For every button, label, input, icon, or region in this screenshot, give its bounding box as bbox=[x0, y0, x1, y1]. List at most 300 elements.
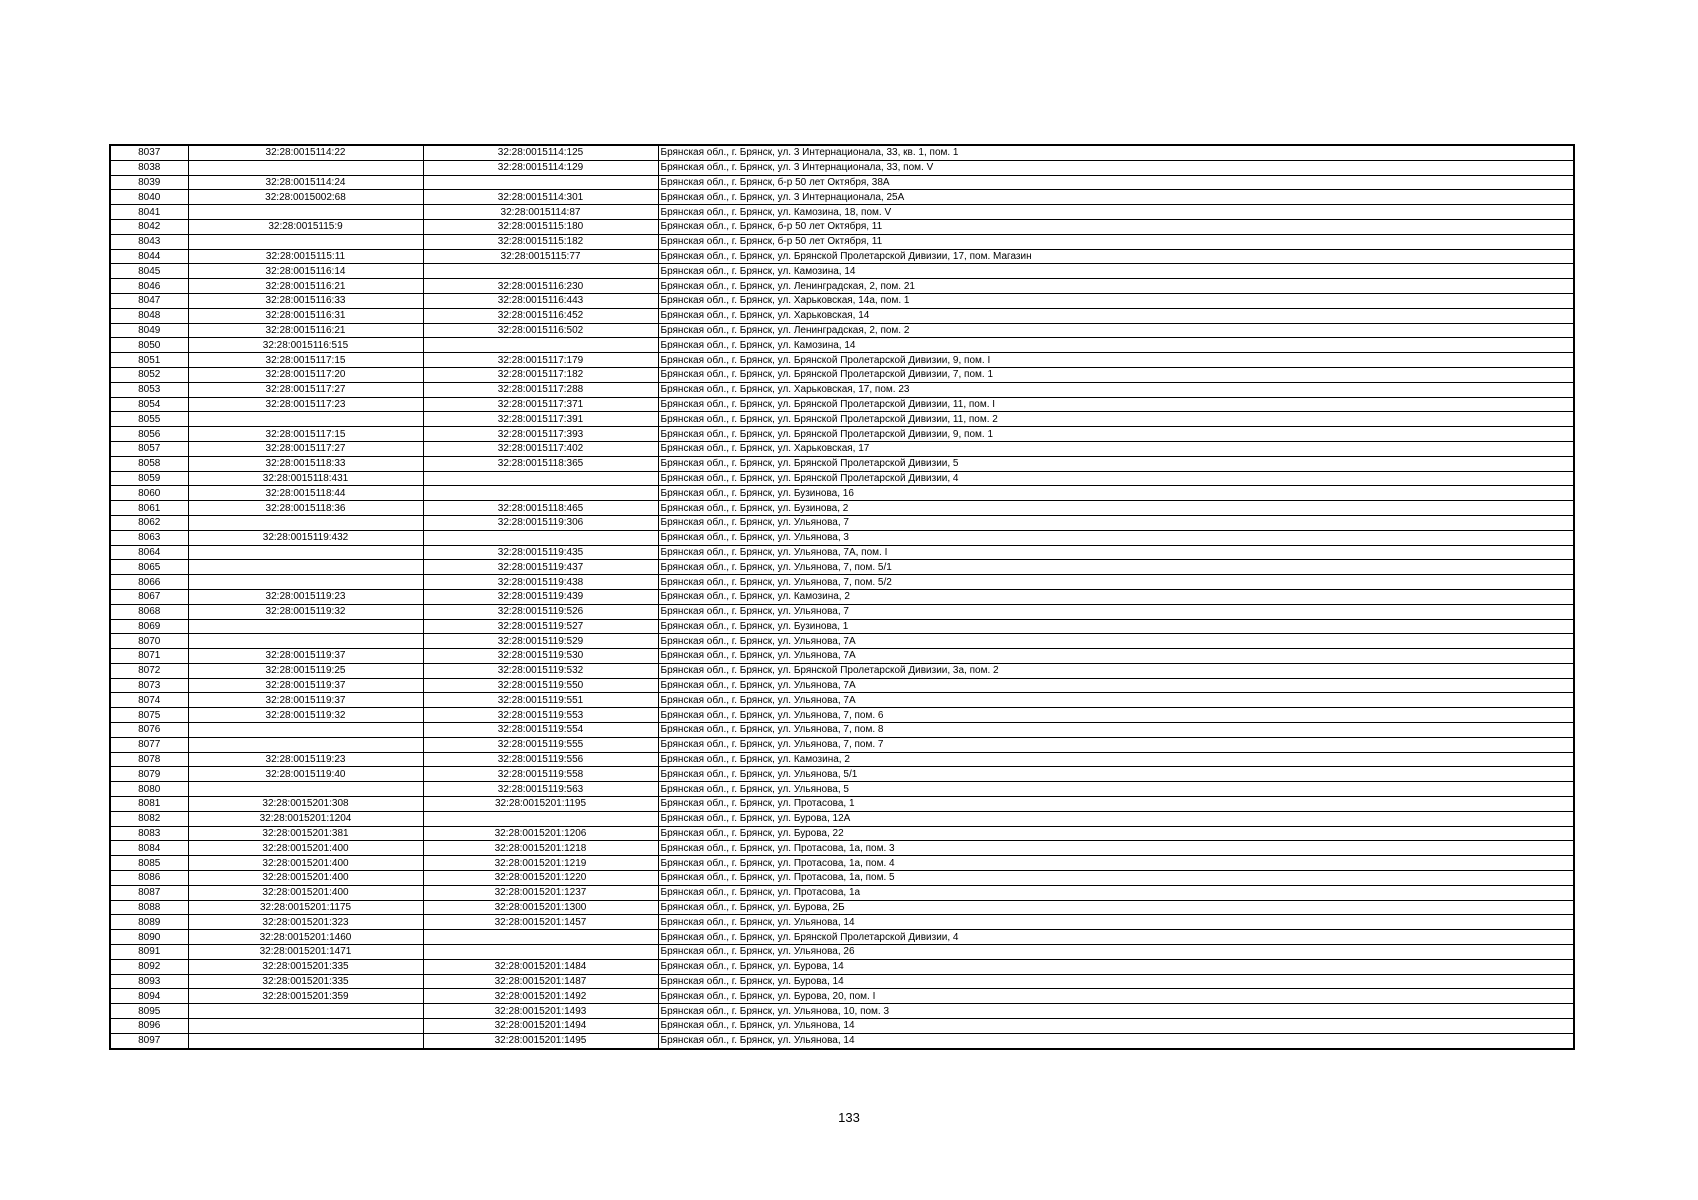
cadastral-number-cell: 32:28:0015119:40 bbox=[188, 767, 423, 782]
cadastral-number-cell: 32:28:0015119:37 bbox=[188, 678, 423, 693]
object-cadastral-number-cell: 32:28:0015117:402 bbox=[423, 441, 658, 456]
cadastral-number-cell: 32:28:0015116:14 bbox=[188, 264, 423, 279]
object-cadastral-number-cell: 32:28:0015118:365 bbox=[423, 456, 658, 471]
row-number-cell: 8051 bbox=[110, 353, 188, 368]
object-cadastral-number-cell: 32:28:0015201:1218 bbox=[423, 841, 658, 856]
cadastral-number-cell: 32:28:0015002:68 bbox=[188, 190, 423, 205]
row-number-cell: 8067 bbox=[110, 589, 188, 604]
address-cell: Брянская обл., г. Брянск, ул. Бурова, 20, пом. I bbox=[658, 989, 1574, 1004]
table-row bbox=[110, 219, 1574, 234]
cadastral-number-cell bbox=[188, 737, 423, 752]
cadastral-number-cell: 32:28:0015117:27 bbox=[188, 441, 423, 456]
row-number-cell: 8043 bbox=[110, 234, 188, 249]
object-cadastral-number-cell: 32:28:0015119:437 bbox=[423, 560, 658, 575]
table-row bbox=[110, 427, 1574, 442]
row-number-cell: 8058 bbox=[110, 456, 188, 471]
object-cadastral-number-cell bbox=[423, 945, 658, 960]
cadastral-number-cell: 32:28:0015115:9 bbox=[188, 219, 423, 234]
row-number-cell: 8086 bbox=[110, 871, 188, 886]
address-cell: Брянская обл., г. Брянск, ул. Ленинградская, 2, пом. 21 bbox=[658, 279, 1574, 294]
address-cell: Брянская обл., г. Брянск, ул. Ленинградская, 2, пом. 2 bbox=[658, 323, 1574, 338]
address-cell: Брянская обл., г. Брянск, ул. Ульянова, 7А, пом. I bbox=[658, 545, 1574, 560]
address-cell: Брянская обл., г. Брянск, ул. Бурова, 12А bbox=[658, 811, 1574, 826]
table-row bbox=[110, 930, 1574, 945]
cadastral-number-cell: 32:28:0015118:431 bbox=[188, 471, 423, 486]
object-cadastral-number-cell: 32:28:0015119:550 bbox=[423, 678, 658, 693]
table-row bbox=[110, 190, 1574, 205]
table-row bbox=[110, 989, 1574, 1004]
table-row bbox=[110, 382, 1574, 397]
address-cell: Брянская обл., г. Брянск, ул. Камозина, 2 bbox=[658, 752, 1574, 767]
address-cell: Брянская обл., г. Брянск, ул. Брянской Пролетарской Дивизии, 5 bbox=[658, 456, 1574, 471]
table-row bbox=[110, 959, 1574, 974]
cadastral-number-cell: 32:28:0015117:15 bbox=[188, 353, 423, 368]
row-number-cell: 8047 bbox=[110, 293, 188, 308]
table-row bbox=[110, 353, 1574, 368]
object-cadastral-number-cell: 32:28:0015117:182 bbox=[423, 367, 658, 382]
row-number-cell: 8054 bbox=[110, 397, 188, 412]
row-number-cell: 8057 bbox=[110, 441, 188, 456]
object-cadastral-number-cell: 32:28:0015115:77 bbox=[423, 249, 658, 264]
object-cadastral-number-cell bbox=[423, 338, 658, 353]
cadastral-number-cell bbox=[188, 545, 423, 560]
object-cadastral-number-cell: 32:28:0015201:1484 bbox=[423, 959, 658, 974]
object-cadastral-number-cell bbox=[423, 264, 658, 279]
cadastral-number-cell: 32:28:0015115:11 bbox=[188, 249, 423, 264]
row-number-cell: 8050 bbox=[110, 338, 188, 353]
cadastral-number-cell: 32:28:0015201:400 bbox=[188, 885, 423, 900]
cadastral-number-cell: 32:28:0015119:32 bbox=[188, 604, 423, 619]
address-cell: Брянская обл., г. Брянск, ул. Протасова, 1а, пом. 3 bbox=[658, 841, 1574, 856]
address-cell: Брянская обл., г. Брянск, ул. 3 Интернационала, 25А bbox=[658, 190, 1574, 205]
row-number-cell: 8090 bbox=[110, 930, 188, 945]
cadastral-number-cell: 32:28:0015119:23 bbox=[188, 752, 423, 767]
row-number-cell: 8062 bbox=[110, 515, 188, 530]
object-cadastral-number-cell: 32:28:0015114:125 bbox=[423, 145, 658, 160]
row-number-cell: 8060 bbox=[110, 486, 188, 501]
object-cadastral-number-cell bbox=[423, 530, 658, 545]
cadastral-number-cell: 32:28:0015201:400 bbox=[188, 856, 423, 871]
table-row bbox=[110, 293, 1574, 308]
object-cadastral-number-cell: 32:28:0015201:1206 bbox=[423, 826, 658, 841]
address-cell: Брянская обл., г. Брянск, б-р 50 лет Октября, 11 bbox=[658, 234, 1574, 249]
cadastral-number-cell: 32:28:0015119:25 bbox=[188, 663, 423, 678]
object-cadastral-number-cell: 32:28:0015201:1300 bbox=[423, 900, 658, 915]
table-row bbox=[110, 649, 1574, 664]
address-cell: Брянская обл., г. Брянск, ул. Ульянова, 7А bbox=[658, 649, 1574, 664]
table-row bbox=[110, 678, 1574, 693]
address-cell: Брянская обл., г. Брянск, ул. Харьковская, 17, пом. 23 bbox=[658, 382, 1574, 397]
address-cell: Брянская обл., г. Брянск, ул. Харьковская, 14а, пом. 1 bbox=[658, 293, 1574, 308]
row-number-cell: 8089 bbox=[110, 915, 188, 930]
object-cadastral-number-cell: 32:28:0015201:1487 bbox=[423, 974, 658, 989]
object-cadastral-number-cell: 32:28:0015114:129 bbox=[423, 160, 658, 175]
cadastral-number-cell bbox=[188, 782, 423, 797]
row-number-cell: 8094 bbox=[110, 989, 188, 1004]
table-row bbox=[110, 249, 1574, 264]
cadastral-number-cell bbox=[188, 723, 423, 738]
page-number: 133 bbox=[838, 1110, 860, 1125]
row-number-cell: 8045 bbox=[110, 264, 188, 279]
table-row bbox=[110, 915, 1574, 930]
row-number-cell: 8039 bbox=[110, 175, 188, 190]
row-number-cell: 8063 bbox=[110, 530, 188, 545]
table-row bbox=[110, 338, 1574, 353]
table-row bbox=[110, 575, 1574, 590]
address-cell: Брянская обл., г. Брянск, ул. Ульянова, 14 bbox=[658, 1033, 1574, 1048]
row-number-cell: 8077 bbox=[110, 737, 188, 752]
address-cell: Брянская обл., г. Брянск, ул. Харьковская, 17 bbox=[658, 441, 1574, 456]
row-number-cell: 8055 bbox=[110, 412, 188, 427]
row-number-cell: 8082 bbox=[110, 811, 188, 826]
table-row bbox=[110, 708, 1574, 723]
table-row bbox=[110, 205, 1574, 220]
table-row bbox=[110, 663, 1574, 678]
table-row bbox=[110, 782, 1574, 797]
row-number-cell: 8044 bbox=[110, 249, 188, 264]
address-cell: Брянская обл., г. Брянск, ул. Ульянова, 7, пом. 6 bbox=[658, 708, 1574, 723]
cadastral-number-cell: 32:28:0015119:23 bbox=[188, 589, 423, 604]
table-row bbox=[110, 945, 1574, 960]
row-number-cell: 8041 bbox=[110, 205, 188, 220]
object-cadastral-number-cell: 32:28:0015116:443 bbox=[423, 293, 658, 308]
table-row bbox=[110, 634, 1574, 649]
address-cell: Брянская обл., г. Брянск, ул. Бузинова, 2 bbox=[658, 501, 1574, 516]
address-cell: Брянская обл., г. Брянск, ул. Камозина, 18, пом. V bbox=[658, 205, 1574, 220]
address-cell: Брянская обл., г. Брянск, ул. Ульянова, 26 bbox=[658, 945, 1574, 960]
row-number-cell: 8084 bbox=[110, 841, 188, 856]
address-cell: Брянская обл., г. Брянск, ул. Харьковская, 14 bbox=[658, 308, 1574, 323]
cadastral-number-cell: 32:28:0015116:515 bbox=[188, 338, 423, 353]
table-row bbox=[110, 234, 1574, 249]
cadastral-number-cell: 32:28:0015201:1471 bbox=[188, 945, 423, 960]
address-cell: Брянская обл., г. Брянск, ул. Протасова, 1а, пом. 4 bbox=[658, 856, 1574, 871]
row-number-cell: 8065 bbox=[110, 560, 188, 575]
table-row bbox=[110, 841, 1574, 856]
object-cadastral-number-cell: 32:28:0015119:526 bbox=[423, 604, 658, 619]
object-cadastral-number-cell: 32:28:0015119:438 bbox=[423, 575, 658, 590]
table-row bbox=[110, 974, 1574, 989]
table-row bbox=[110, 145, 1574, 160]
table-row bbox=[110, 737, 1574, 752]
address-cell: Брянская обл., г. Брянск, ул. Брянской Пролетарской Дивизии, 9, пом. 1 bbox=[658, 427, 1574, 442]
object-cadastral-number-cell bbox=[423, 930, 658, 945]
address-cell: Брянская обл., г. Брянск, ул. Камозина, 2 bbox=[658, 589, 1574, 604]
table-row bbox=[110, 308, 1574, 323]
cadastral-number-cell bbox=[188, 560, 423, 575]
object-cadastral-number-cell: 32:28:0015117:393 bbox=[423, 427, 658, 442]
table-row bbox=[110, 811, 1574, 826]
row-number-cell: 8042 bbox=[110, 219, 188, 234]
table-row bbox=[110, 279, 1574, 294]
table-row bbox=[110, 752, 1574, 767]
object-cadastral-number-cell: 32:28:0015201:1492 bbox=[423, 989, 658, 1004]
row-number-cell: 8040 bbox=[110, 190, 188, 205]
table-row bbox=[110, 560, 1574, 575]
row-number-cell: 8069 bbox=[110, 619, 188, 634]
object-cadastral-number-cell: 32:28:0015114:87 bbox=[423, 205, 658, 220]
object-cadastral-number-cell: 32:28:0015119:554 bbox=[423, 723, 658, 738]
address-cell: Брянская обл., г. Брянск, ул. Протасова, 1а, пом. 5 bbox=[658, 871, 1574, 886]
object-cadastral-number-cell: 32:28:0015116:502 bbox=[423, 323, 658, 338]
cadastral-number-cell: 32:28:0015116:33 bbox=[188, 293, 423, 308]
table-row bbox=[110, 412, 1574, 427]
table-row bbox=[110, 456, 1574, 471]
address-cell: Брянская обл., г. Брянск, ул. Бурова, 14 bbox=[658, 974, 1574, 989]
object-cadastral-number-cell bbox=[423, 471, 658, 486]
table-body bbox=[110, 145, 1574, 1049]
address-cell: Брянская обл., г. Брянск, ул. Бурова, 2Б bbox=[658, 900, 1574, 915]
table-row bbox=[110, 530, 1574, 545]
table-row bbox=[110, 604, 1574, 619]
object-cadastral-number-cell: 32:28:0015119:306 bbox=[423, 515, 658, 530]
cadastral-number-cell bbox=[188, 160, 423, 175]
table-row bbox=[110, 900, 1574, 915]
cadastral-number-cell bbox=[188, 515, 423, 530]
address-cell: Брянская обл., г. Брянск, ул. Протасова, 1 bbox=[658, 797, 1574, 812]
table-row bbox=[110, 619, 1574, 634]
table-row bbox=[110, 856, 1574, 871]
cadastral-number-cell: 32:28:0015201:1204 bbox=[188, 811, 423, 826]
cadastral-number-cell bbox=[188, 1033, 423, 1048]
object-cadastral-number-cell: 32:28:0015119:555 bbox=[423, 737, 658, 752]
row-number-cell: 8073 bbox=[110, 678, 188, 693]
table-row bbox=[110, 885, 1574, 900]
address-cell: Брянская обл., г. Брянск, ул. Ульянова, 14 bbox=[658, 915, 1574, 930]
table-row bbox=[110, 471, 1574, 486]
cadastral-number-cell: 32:28:0015201:1175 bbox=[188, 900, 423, 915]
row-number-cell: 8083 bbox=[110, 826, 188, 841]
object-cadastral-number-cell: 32:28:0015118:465 bbox=[423, 501, 658, 516]
object-cadastral-number-cell: 32:28:0015201:1494 bbox=[423, 1019, 658, 1034]
table-row bbox=[110, 723, 1574, 738]
cadastral-number-cell: 32:28:0015114:22 bbox=[188, 145, 423, 160]
row-number-cell: 8053 bbox=[110, 382, 188, 397]
cadastral-number-cell bbox=[188, 1004, 423, 1019]
cadastral-number-cell: 32:28:0015201:308 bbox=[188, 797, 423, 812]
cadastral-number-cell bbox=[188, 575, 423, 590]
cadastral-number-cell: 32:28:0015116:21 bbox=[188, 323, 423, 338]
cadastral-number-cell: 32:28:0015116:31 bbox=[188, 308, 423, 323]
cadastral-number-cell: 32:28:0015117:20 bbox=[188, 367, 423, 382]
object-cadastral-number-cell: 32:28:0015115:182 bbox=[423, 234, 658, 249]
address-cell: Брянская обл., г. Брянск, ул. Ульянова, 7 bbox=[658, 604, 1574, 619]
cadastral-number-cell: 32:28:0015201:335 bbox=[188, 959, 423, 974]
table-row bbox=[110, 160, 1574, 175]
object-cadastral-number-cell: 32:28:0015117:179 bbox=[423, 353, 658, 368]
object-cadastral-number-cell: 32:28:0015201:1457 bbox=[423, 915, 658, 930]
address-cell: Брянская обл., г. Брянск, ул. Ульянова, 7, пом. 8 bbox=[658, 723, 1574, 738]
cadastral-number-cell: 32:28:0015117:23 bbox=[188, 397, 423, 412]
table-row bbox=[110, 441, 1574, 456]
cadastral-number-cell bbox=[188, 205, 423, 220]
address-cell: Брянская обл., г. Брянск, ул. Ульянова, 5 bbox=[658, 782, 1574, 797]
address-cell: Брянская обл., г. Брянск, ул. 3 Интернационала, 33, пом. V bbox=[658, 160, 1574, 175]
address-cell: Брянская обл., г. Брянск, ул. Брянской Пролетарской Дивизии, 3а, пом. 2 bbox=[658, 663, 1574, 678]
object-cadastral-number-cell: 32:28:0015119:527 bbox=[423, 619, 658, 634]
address-cell: Брянская обл., г. Брянск, ул. Ульянова, 3 bbox=[658, 530, 1574, 545]
table-row bbox=[110, 501, 1574, 516]
address-cell: Брянская обл., г. Брянск, ул. Брянской Пролетарской Дивизии, 4 bbox=[658, 471, 1574, 486]
object-cadastral-number-cell: 32:28:0015119:553 bbox=[423, 708, 658, 723]
row-number-cell: 8080 bbox=[110, 782, 188, 797]
cadastral-number-cell: 32:28:0015201:1460 bbox=[188, 930, 423, 945]
address-cell: Брянская обл., г. Брянск, ул. Брянской Пролетарской Дивизии, 4 bbox=[658, 930, 1574, 945]
row-number-cell: 8037 bbox=[110, 145, 188, 160]
address-cell: Брянская обл., г. Брянск, ул. Ульянова, 7, пом. 5/1 bbox=[658, 560, 1574, 575]
table-row bbox=[110, 545, 1574, 560]
cadastral-number-cell: 32:28:0015118:36 bbox=[188, 501, 423, 516]
table-row bbox=[110, 515, 1574, 530]
row-number-cell: 8048 bbox=[110, 308, 188, 323]
object-cadastral-number-cell bbox=[423, 811, 658, 826]
row-number-cell: 8066 bbox=[110, 575, 188, 590]
address-cell: Брянская обл., г. Брянск, ул. Ульянова, 10, пом. 3 bbox=[658, 1004, 1574, 1019]
row-number-cell: 8091 bbox=[110, 945, 188, 960]
address-cell: Брянская обл., г. Брянск, ул. Ульянова, 7, пом. 7 bbox=[658, 737, 1574, 752]
row-number-cell: 8075 bbox=[110, 708, 188, 723]
address-cell: Брянская обл., г. Брянск, ул. Ульянова, 7А bbox=[658, 678, 1574, 693]
address-cell: Брянская обл., г. Брянск, ул. Брянской Пролетарской Дивизии, 17, пом. Магазин bbox=[658, 249, 1574, 264]
object-cadastral-number-cell: 32:28:0015119:530 bbox=[423, 649, 658, 664]
object-cadastral-number-cell: 32:28:0015201:1220 bbox=[423, 871, 658, 886]
object-cadastral-number-cell bbox=[423, 486, 658, 501]
cadastral-number-cell bbox=[188, 234, 423, 249]
object-cadastral-number-cell: 32:28:0015117:391 bbox=[423, 412, 658, 427]
cadastral-number-cell: 32:28:0015114:24 bbox=[188, 175, 423, 190]
cadastral-number-cell: 32:28:0015118:44 bbox=[188, 486, 423, 501]
object-cadastral-number-cell: 32:28:0015116:452 bbox=[423, 308, 658, 323]
cadastral-table bbox=[109, 144, 1575, 1050]
table-row bbox=[110, 264, 1574, 279]
cadastral-number-cell bbox=[188, 619, 423, 634]
cadastral-number-cell: 32:28:0015119:32 bbox=[188, 708, 423, 723]
table-row bbox=[110, 397, 1574, 412]
row-number-cell: 8096 bbox=[110, 1019, 188, 1034]
address-cell: Брянская обл., г. Брянск, ул. Камозина, 14 bbox=[658, 264, 1574, 279]
table-row bbox=[110, 767, 1574, 782]
row-number-cell: 8092 bbox=[110, 959, 188, 974]
row-number-cell: 8093 bbox=[110, 974, 188, 989]
cadastral-number-cell: 32:28:0015201:335 bbox=[188, 974, 423, 989]
cadastral-number-cell bbox=[188, 1019, 423, 1034]
cadastral-number-cell: 32:28:0015116:21 bbox=[188, 279, 423, 294]
object-cadastral-number-cell: 32:28:0015119:558 bbox=[423, 767, 658, 782]
cadastral-number-cell bbox=[188, 634, 423, 649]
object-cadastral-number-cell: 32:28:0015119:529 bbox=[423, 634, 658, 649]
cadastral-number-cell bbox=[188, 412, 423, 427]
cadastral-number-cell: 32:28:0015118:33 bbox=[188, 456, 423, 471]
object-cadastral-number-cell: 32:28:0015117:288 bbox=[423, 382, 658, 397]
row-number-cell: 8064 bbox=[110, 545, 188, 560]
object-cadastral-number-cell: 32:28:0015201:1493 bbox=[423, 1004, 658, 1019]
address-cell: Брянская обл., г. Брянск, ул. Бурова, 22 bbox=[658, 826, 1574, 841]
address-cell: Брянская обл., г. Брянск, ул. Брянской Пролетарской Дивизии, 11, пом. 2 bbox=[658, 412, 1574, 427]
cadastral-number-cell: 32:28:0015119:432 bbox=[188, 530, 423, 545]
row-number-cell: 8078 bbox=[110, 752, 188, 767]
address-cell: Брянская обл., г. Брянск, ул. Ульянова, 7, пом. 5/2 bbox=[658, 575, 1574, 590]
address-cell: Брянская обл., г. Брянск, б-р 50 лет Октября, 11 bbox=[658, 219, 1574, 234]
address-cell: Брянская обл., г. Брянск, ул. 3 Интернационала, 33, кв. 1, пом. 1 bbox=[658, 145, 1574, 160]
row-number-cell: 8070 bbox=[110, 634, 188, 649]
row-number-cell: 8087 bbox=[110, 885, 188, 900]
object-cadastral-number-cell: 32:28:0015201:1495 bbox=[423, 1033, 658, 1048]
row-number-cell: 8079 bbox=[110, 767, 188, 782]
table-row bbox=[110, 1004, 1574, 1019]
row-number-cell: 8038 bbox=[110, 160, 188, 175]
address-cell: Брянская обл., г. Брянск, ул. Бузинова, 1 bbox=[658, 619, 1574, 634]
address-cell: Брянская обл., г. Брянск, ул. Камозина, 14 bbox=[658, 338, 1574, 353]
row-number-cell: 8097 bbox=[110, 1033, 188, 1048]
address-cell: Брянская обл., г. Брянск, ул. Ульянова, 7А bbox=[658, 693, 1574, 708]
object-cadastral-number-cell: 32:28:0015119:439 bbox=[423, 589, 658, 604]
row-number-cell: 8074 bbox=[110, 693, 188, 708]
row-number-cell: 8056 bbox=[110, 427, 188, 442]
table-row bbox=[110, 826, 1574, 841]
object-cadastral-number-cell: 32:28:0015119:435 bbox=[423, 545, 658, 560]
object-cadastral-number-cell: 32:28:0015201:1219 bbox=[423, 856, 658, 871]
address-cell: Брянская обл., г. Брянск, ул. Брянской Пролетарской Дивизии, 7, пом. 1 bbox=[658, 367, 1574, 382]
row-number-cell: 8076 bbox=[110, 723, 188, 738]
cadastral-number-cell: 32:28:0015119:37 bbox=[188, 693, 423, 708]
object-cadastral-number-cell: 32:28:0015117:371 bbox=[423, 397, 658, 412]
object-cadastral-number-cell: 32:28:0015119:551 bbox=[423, 693, 658, 708]
cadastral-number-cell: 32:28:0015117:15 bbox=[188, 427, 423, 442]
object-cadastral-number-cell: 32:28:0015119:563 bbox=[423, 782, 658, 797]
address-cell: Брянская обл., г. Брянск, ул. Бузинова, 16 bbox=[658, 486, 1574, 501]
row-number-cell: 8071 bbox=[110, 649, 188, 664]
row-number-cell: 8059 bbox=[110, 471, 188, 486]
row-number-cell: 8052 bbox=[110, 367, 188, 382]
address-cell: Брянская обл., г. Брянск, ул. Протасова, 1а bbox=[658, 885, 1574, 900]
address-cell: Брянская обл., г. Брянск, ул. Брянской Пролетарской Дивизии, 9, пом. I bbox=[658, 353, 1574, 368]
row-number-cell: 8072 bbox=[110, 663, 188, 678]
cadastral-number-cell: 32:28:0015201:381 bbox=[188, 826, 423, 841]
row-number-cell: 8088 bbox=[110, 900, 188, 915]
object-cadastral-number-cell: 32:28:0015119:532 bbox=[423, 663, 658, 678]
table-row bbox=[110, 1019, 1574, 1034]
row-number-cell: 8081 bbox=[110, 797, 188, 812]
cadastral-number-cell: 32:28:0015201:359 bbox=[188, 989, 423, 1004]
object-cadastral-number-cell bbox=[423, 175, 658, 190]
object-cadastral-number-cell: 32:28:0015115:180 bbox=[423, 219, 658, 234]
row-number-cell: 8085 bbox=[110, 856, 188, 871]
cadastral-number-cell: 32:28:0015201:323 bbox=[188, 915, 423, 930]
object-cadastral-number-cell: 32:28:0015116:230 bbox=[423, 279, 658, 294]
table-row bbox=[110, 589, 1574, 604]
object-cadastral-number-cell: 32:28:0015201:1237 bbox=[423, 885, 658, 900]
row-number-cell: 8061 bbox=[110, 501, 188, 516]
table-row bbox=[110, 693, 1574, 708]
cadastral-number-cell: 32:28:0015117:27 bbox=[188, 382, 423, 397]
object-cadastral-number-cell: 32:28:0015114:301 bbox=[423, 190, 658, 205]
address-cell: Брянская обл., г. Брянск, ул. Ульянова, 7 bbox=[658, 515, 1574, 530]
table-row bbox=[110, 367, 1574, 382]
table-row bbox=[110, 175, 1574, 190]
address-cell: Брянская обл., г. Брянск, ул. Ульянова, 14 bbox=[658, 1019, 1574, 1034]
table-row bbox=[110, 486, 1574, 501]
cadastral-number-cell: 32:28:0015201:400 bbox=[188, 871, 423, 886]
cadastral-number-cell: 32:28:0015119:37 bbox=[188, 649, 423, 664]
row-number-cell: 8046 bbox=[110, 279, 188, 294]
address-cell: Брянская обл., г. Брянск, ул. Бурова, 14 bbox=[658, 959, 1574, 974]
address-cell: Брянская обл., г. Брянск, ул. Ульянова, 7А bbox=[658, 634, 1574, 649]
address-cell: Брянская обл., г. Брянск, ул. Ульянова, 5/1 bbox=[658, 767, 1574, 782]
row-number-cell: 8049 bbox=[110, 323, 188, 338]
row-number-cell: 8095 bbox=[110, 1004, 188, 1019]
cadastral-number-cell: 32:28:0015201:400 bbox=[188, 841, 423, 856]
table-row bbox=[110, 1033, 1574, 1048]
